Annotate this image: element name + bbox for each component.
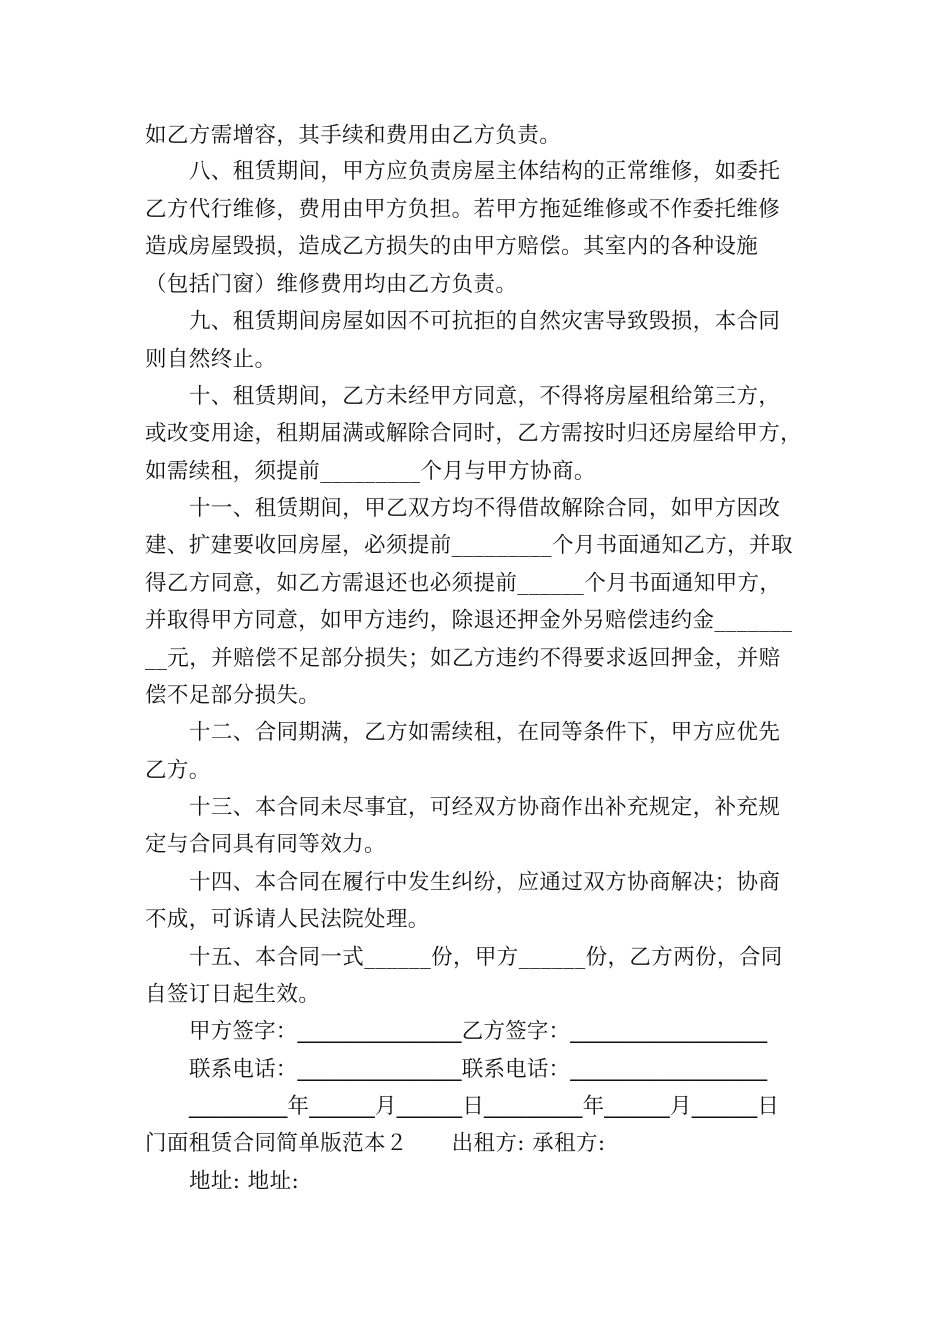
text-line: 则自然终止。 — [145, 347, 277, 372]
text-line: 乙方。 — [145, 758, 211, 783]
text-line: 建、扩建要收回房屋，必须提前_________个月书面通知乙方，并取 — [145, 533, 793, 558]
text-line: 自签订日起生效。 — [145, 982, 321, 1007]
clause-11-heading-line: 十一、租赁期间，甲乙双方均不得借故解除合同，如甲方因改 — [189, 496, 781, 521]
phone-line: 联系电话：_______________联系电话：__________________ — [189, 1057, 768, 1082]
text-line: 定与合同具有同等效力。 — [145, 832, 386, 857]
clause-8-heading-line: 八、租赁期间，甲方应负责房屋主体结构的正常维修，如委托 — [189, 159, 781, 184]
clause-15-heading-line: 十五、本合同一式______份，甲方______份，乙方两份，合同 — [189, 945, 783, 970]
clause-12-heading-line: 十二、合同期满，乙方如需续租，在同等条件下，甲方应优先 — [189, 720, 781, 745]
text-line: 或改变用途，租期届满或解除合同时，乙方需按时归还房屋给甲方， — [145, 421, 803, 446]
text-line: （包括门窗）维修费用均由乙方负责。 — [145, 272, 518, 297]
text-line: 如需续租，须提前_________个月与甲方协商。 — [145, 459, 596, 484]
next-contract-title-line: 门面租赁合同简单版范本２ 出租方: 承租方: — [145, 1131, 606, 1156]
clause-13-heading-line: 十三、本合同未尽事宜，可经双方协商作出补充规定，补充规 — [189, 795, 781, 820]
text-line: 乙方代行维修，费用由甲方负担。若甲方拖延维修或不作委托维修 — [145, 197, 781, 222]
text-line: 并取得甲方同意，如甲方违约，除退还押金外另赔偿违约金_______ — [145, 608, 793, 633]
date-line: _________年______月______日_________年______月______日 — [189, 1094, 780, 1119]
text-line: 得乙方同意，如乙方需退还也必须提前______个月书面通知甲方， — [145, 571, 782, 596]
clause-10-heading-line: 十、租赁期间，乙方未经甲方同意，不得将房屋租给第三方， — [189, 384, 781, 409]
clause-14-heading-line: 十四、本合同在履行中发生纠纷，应通过双方协商解决；协商 — [189, 870, 781, 895]
text-line: __元，并赔偿不足部分损失；如乙方违约不得要求返回押金，并赔 — [145, 646, 781, 671]
clause-9-heading-line: 九、租赁期间房屋如因不可抗拒的自然灾害导致毁损，本合同 — [189, 309, 781, 334]
text-line: 如乙方需增容，其手续和费用由乙方负责。 — [145, 123, 562, 148]
signature-line: 甲方签字：_______________乙方签字：__________________ — [189, 1019, 768, 1044]
address-line: 地址: 地址: — [189, 1169, 300, 1194]
text-line: 造成房屋毁损，造成乙方损失的由甲方赔偿。其室内的各种设施 — [145, 234, 759, 259]
text-line: 不成，可诉请人民法院处理。 — [145, 907, 430, 932]
text-line: 偿不足部分损失。 — [145, 683, 321, 708]
